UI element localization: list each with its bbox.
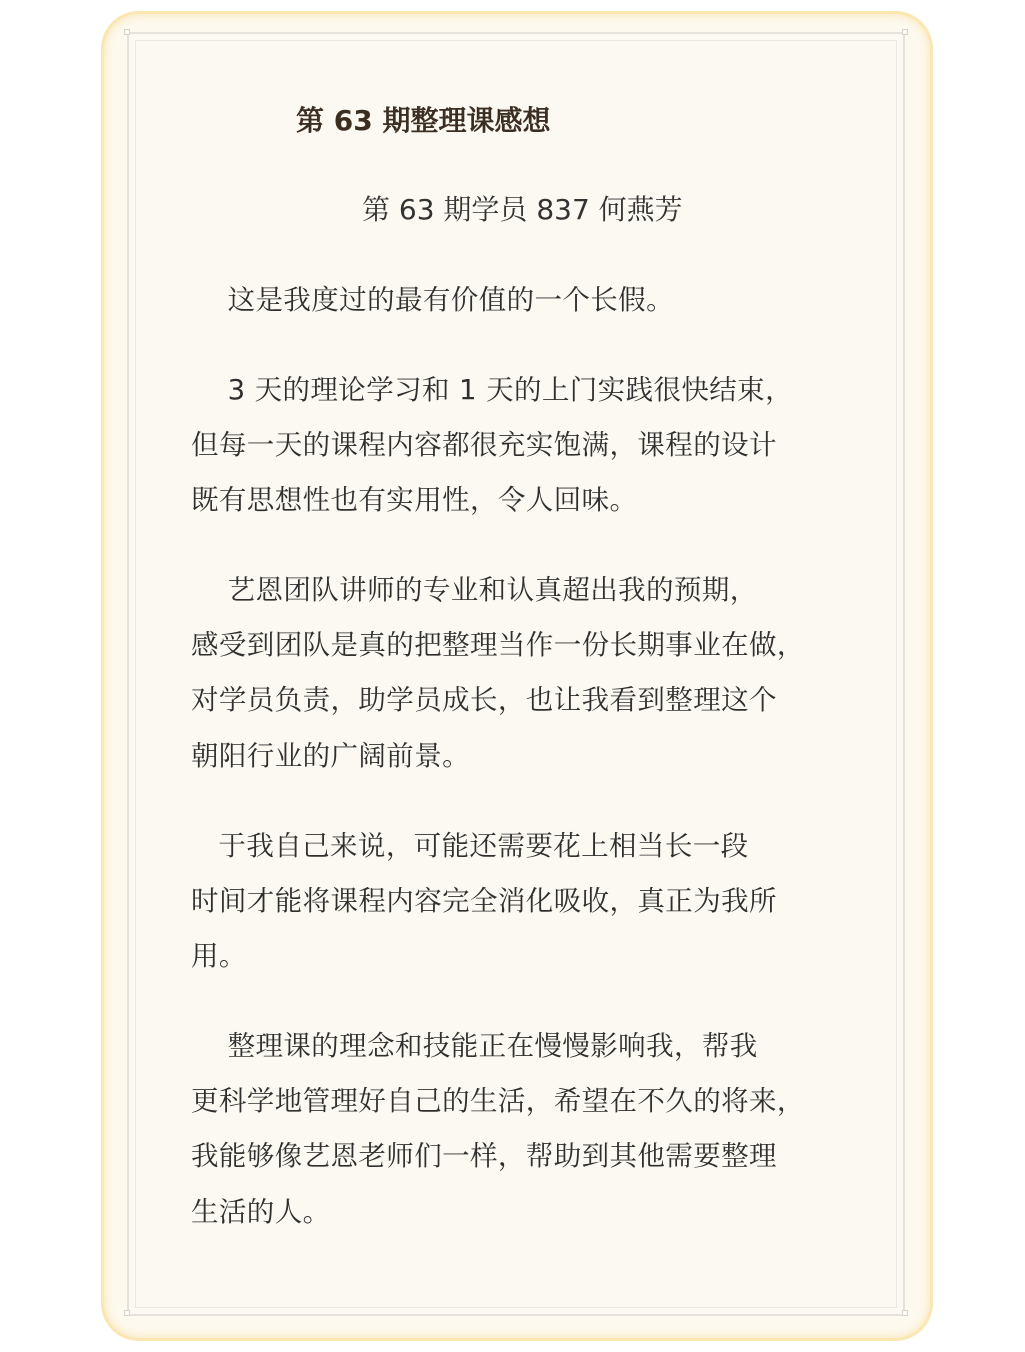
paragraph-3-line-2: 感受到团队是真的把整理当作一份长期事业在做， [191,629,805,661]
paragraph-3-line-4: 朝阳行业的广阔前景。 [191,740,470,772]
paragraph-5-line-3: 我能够像艺恩老师们一样，帮助到其他需要整理 [191,1140,777,1172]
paragraph-1-line-1: 这是我度过的最有价值的一个长假。 [191,284,674,316]
paragraph-5-line-4: 生活的人。 [191,1196,331,1228]
paragraph-3-line-3: 对学员负责，助学员成长，也让我看到整理这个 [191,684,777,716]
paragraph-4-line-3: 用。 [191,940,247,972]
article-byline: 第 63 期学员 837 何燕芳 [362,193,683,226]
frame-corner-ornament [124,29,130,35]
paragraph-5-line-2: 更科学地管理好自己的生活，希望在不久的将来， [191,1085,805,1117]
frame-corner-ornament [124,1310,130,1316]
paragraph-3-line-1: 艺恩团队讲师的专业和认真超出我的预期， [191,574,758,606]
frame-corner-ornament [902,1310,908,1316]
paragraph-4-line-1: 于我自己来说，可能还需要花上相当长一段 [191,830,749,862]
paragraph-2-line-1: 3 天的理论学习和 1 天的上门实践很快结束， [191,374,793,406]
paragraph-2-line-2: 但每一天的课程内容都很充实饱满，课程的设计 [191,429,777,461]
paragraph-4-line-2: 时间才能将课程内容完全消化吸收，真正为我所 [191,885,777,917]
paragraph-2-line-3: 既有思想性也有实用性，令人回味。 [191,484,638,516]
article-title: 第 63 期整理课感想 [296,104,551,137]
frame-corner-ornament [902,29,908,35]
paragraph-5-line-1: 整理课的理念和技能正在慢慢影响我，帮我 [191,1030,758,1062]
